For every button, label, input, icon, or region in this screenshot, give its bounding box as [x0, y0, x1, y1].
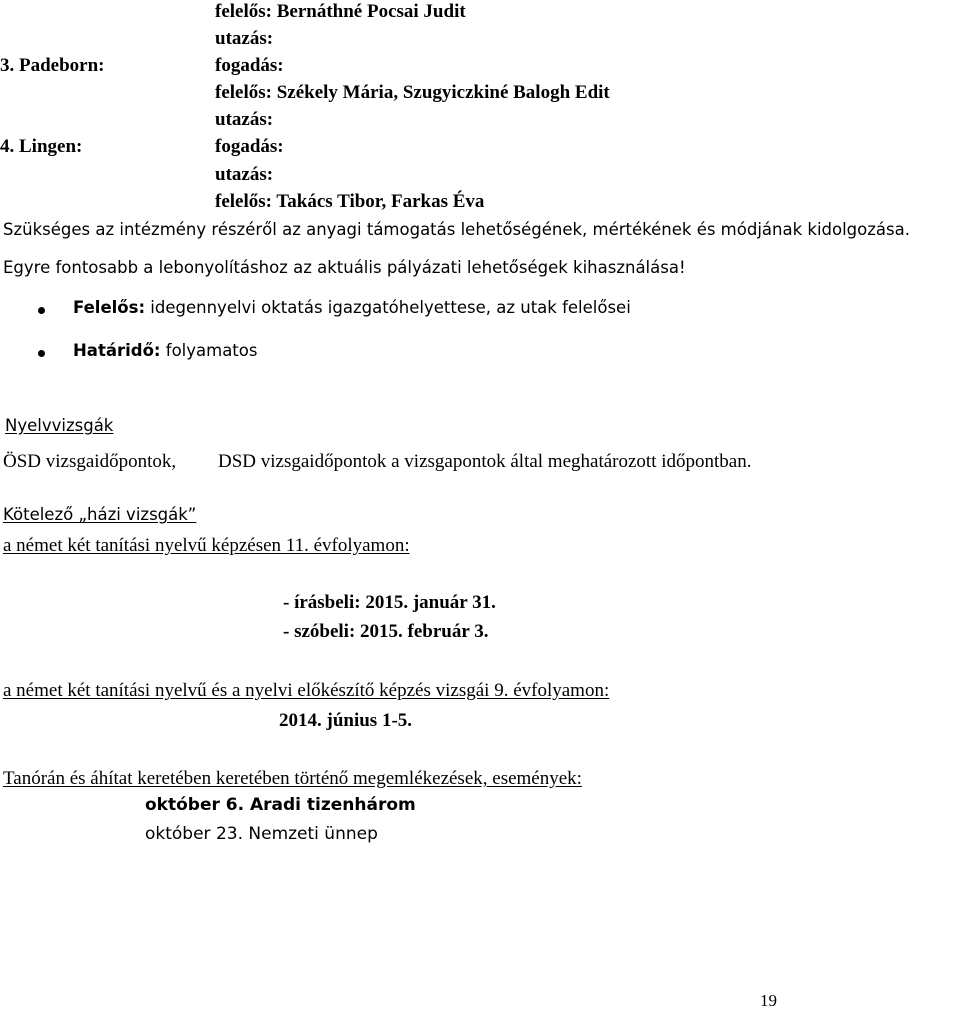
- bullet-responsible-label: Felelős:: [73, 298, 146, 317]
- grade9-heading: a német két tanítási nyelvű és a nyelvi előkészítő képzés vizsgái 9. évfolyamon:: [3, 680, 610, 701]
- bullet-responsible: [73, 300, 631, 317]
- written-exam-date: - írásbeli: 2015. január 31.: [283, 592, 496, 613]
- osd-exam-dates: ÖSD vizsgaidőpontok,: [3, 451, 177, 472]
- bullet-deadline-text: folyamatos: [160, 341, 258, 360]
- travel-line-3: utazás:: [215, 164, 274, 185]
- travel-line-2: utazás:: [215, 109, 274, 130]
- bullet-icon: [38, 350, 45, 357]
- bullet-deadline-label: Határidő:: [73, 341, 161, 360]
- travel-line-1: utazás:: [215, 28, 274, 49]
- exams-heading: Nyelvvizsgák: [5, 416, 114, 435]
- grade11-heading: a német két tanítási nyelvű képzésen 11. évfolyamon:: [3, 535, 410, 556]
- events-heading: Tanórán és áhítat keretében keretében történő megemlékezések, események:: [3, 768, 582, 789]
- bullet-icon: [38, 307, 45, 314]
- house-exams-heading: Kötelező „házi vizsgák”: [3, 505, 197, 524]
- reception-line-lingen: fogadás:: [215, 136, 284, 157]
- bullet-deadline: [73, 343, 257, 360]
- bullet-responsible-text: idegennyelvi oktatás igazgatóhelyettese, az utak felelősei: [145, 298, 631, 317]
- dsd-exam-dates: DSD vizsgaidőpontok a vizsgapontok által meghatározott időpontban.: [218, 451, 752, 472]
- city-label-padeborn: 3. Padeborn:: [0, 55, 105, 76]
- event-october-23: október 23. Nemzeti ünnep: [145, 824, 378, 844]
- funding-paragraph: Szükséges az intézmény részéről az anyagi támogatás lehetőségének, mértékének és módjának kidolgozása.: [3, 220, 910, 239]
- responsible-line-3: felelős: Takács Tibor, Farkas Éva: [215, 191, 485, 212]
- grade9-exam-date: 2014. június 1-5.: [279, 710, 413, 731]
- reception-line-padeborn: fogadás:: [215, 55, 284, 76]
- responsible-line-1: felelős: Bernáthné Pocsai Judit: [215, 1, 466, 22]
- event-october-6: október 6. Aradi tizenhárom: [145, 795, 416, 815]
- page-number: 19: [760, 991, 777, 1010]
- oral-exam-date: - szóbeli: 2015. február 3.: [283, 621, 489, 642]
- tender-paragraph: Egyre fontosabb a lebonyolításhoz az aktuális pályázati lehetőségek kihasználása!: [3, 258, 686, 277]
- city-label-lingen: 4. Lingen:: [0, 136, 83, 157]
- responsible-line-2: felelős: Székely Mária, Szugyiczkiné Balogh Edit: [215, 82, 610, 103]
